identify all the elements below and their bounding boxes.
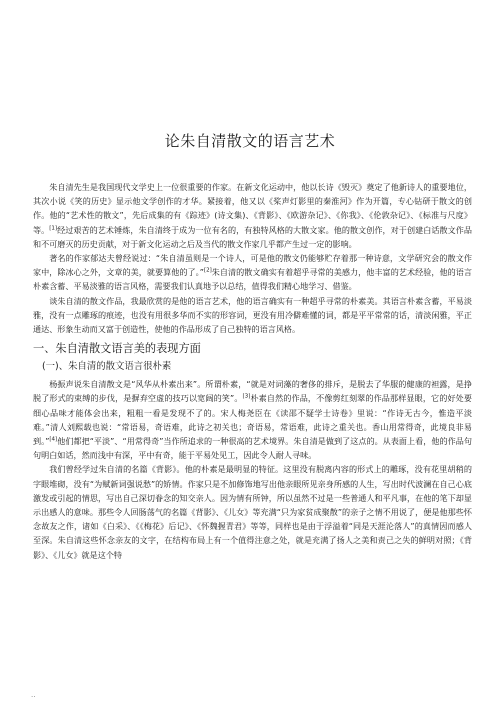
footnote-marker: [1] bbox=[49, 224, 58, 231]
paragraph: 我们曾经学过朱自清的名篇《背影》。他的朴素是最明显的特征。这里没有脱离内容的形式上的雕琢，没有花里胡稍的字眼堆砌，没有“为赋新词强说愁”的矫情。作家只是不加修饰地写出他亲眼所见亲身所感的人生，写出时代波澜在自己心底激发或引起的情思，写出自己深切眷念的知交亲人。因为情有所钟，所以虽然不过是一些普通人和平凡事，在他的笔下却显示出感人的意味。那些令人回肠荡气的名篇《背影》、《儿女》等充满“只为家贫成聚散”的亲子之情不用说了，便是他那些怀念故友之作，诸如《白采》、《《梅花》后记》、《怀魏握青君》等等，同样也是由于浮溢着“同是天涯沦落人”的真情因而感人至深。朱自清这些怀念亲友的文字，在结构布局上有一个值得注意之处，就是充满了扬人之美和责己之失的鲜明对照；《背影》、《儿女》就是这个特 bbox=[33, 464, 472, 560]
paragraph: 著名的作家郁达夫曾经说过：“朱自清虽则是一个诗人，可是他的散文仍能够贮存着那一种诗意，文学研究会的散文作家中，除冰心之外，文章的美，就要算他的了。”[2]朱自清的散文确实有着超乎寻常的美感力，他丰富的艺术经验，他的语言朴素含蓄、平易淡雅的语言风格，需要我们认真地予以总结，值得我们精心地学习、借鉴。 bbox=[33, 253, 472, 292]
document-body bbox=[33, 180, 472, 562]
paragraph: 杨振声说朱自清散文是“风华从朴素出来”。所谓朴素，“就是对词藻的奢侈的排斥，是脱去了华服的健康的袒露，是挣脱了形式的束缚的步伐，是摒弃空虚的技巧以宽阔的笑”。[3]朴素自然的作品，不像剪红刻翠的作品那样显眼，它的好处要细心品味才能体会出来，粗粗一看是发现不了的。宋人梅尧臣在《读邵不疑学士诗卷》里说：“作诗无古今，惟造平淡难。”清人刘熙载也说：“常语易，奇语难，此诗之初关也；奇语易，常语难，此诗之重关也。香山用常得奇，此境良非易到。”[4]他们都把“平淡”、“用常得奇”当作所追求的一种很高的艺术境界。朱自清是做到了这点的。从表面上看，他的作品句句明白如话，然而浅中有深，平中有奇，能于平易处见工，因此令人耐人寻味。 bbox=[33, 379, 472, 461]
paragraph: 朱自清先生是我国现代文学史上一位很重要的作家。在新文化运动中，他以长诗《毁灭》奠定了他新诗人的重要地位，其次小说《笑的历史》显示他文学创作的才华。紧接着，他又以《桨声灯影里的秦淮河》作为开篇，专心钻研于散文的创作。他的“艺术性的散文”，先后成集的有《踪迹》(诗文集)、《背影》、《欧游杂记》、《你我》、《伦敦杂记》、《标准与尺度》等。[1]经过艰苦的艺术锤炼，朱自清终于成为一位有名的，有独特风格的大散文家。他的散文创作，对于创建白话散文作品和不可磨灭的历史贡献，对于新文化运动之后及当代的散文作家几乎都产生过一定的影响。 bbox=[33, 182, 472, 249]
section-heading: 一、朱自清散文语言美的表现方面 bbox=[33, 342, 201, 356]
footnote-marker: [3] bbox=[242, 393, 251, 400]
footnote-marker: [2] bbox=[203, 267, 212, 274]
paragraph: 谈朱自清的散文作品，我最欣赏的是他的语言艺术，他的语言确实有一种超乎寻常的朴素美。其语言朴素含蓄，平易淡雅，没有一点雕琢的痕迹，也没有用很多华而不实的形容词，更没有用冷僻难懂的词，都是平平常常的话，清淡闲雅，平正通达、形象生动而又富于创造性，使他的作品形成了自己独特的语言风格。 bbox=[33, 295, 472, 335]
subsection-heading: (一)、朱自清的散文语言很朴素 bbox=[42, 361, 172, 373]
footnote-marker: [4] bbox=[49, 436, 58, 443]
page-mark: .. bbox=[31, 691, 36, 699]
page-title: 论朱自清散文的语言艺术 bbox=[164, 132, 336, 150]
